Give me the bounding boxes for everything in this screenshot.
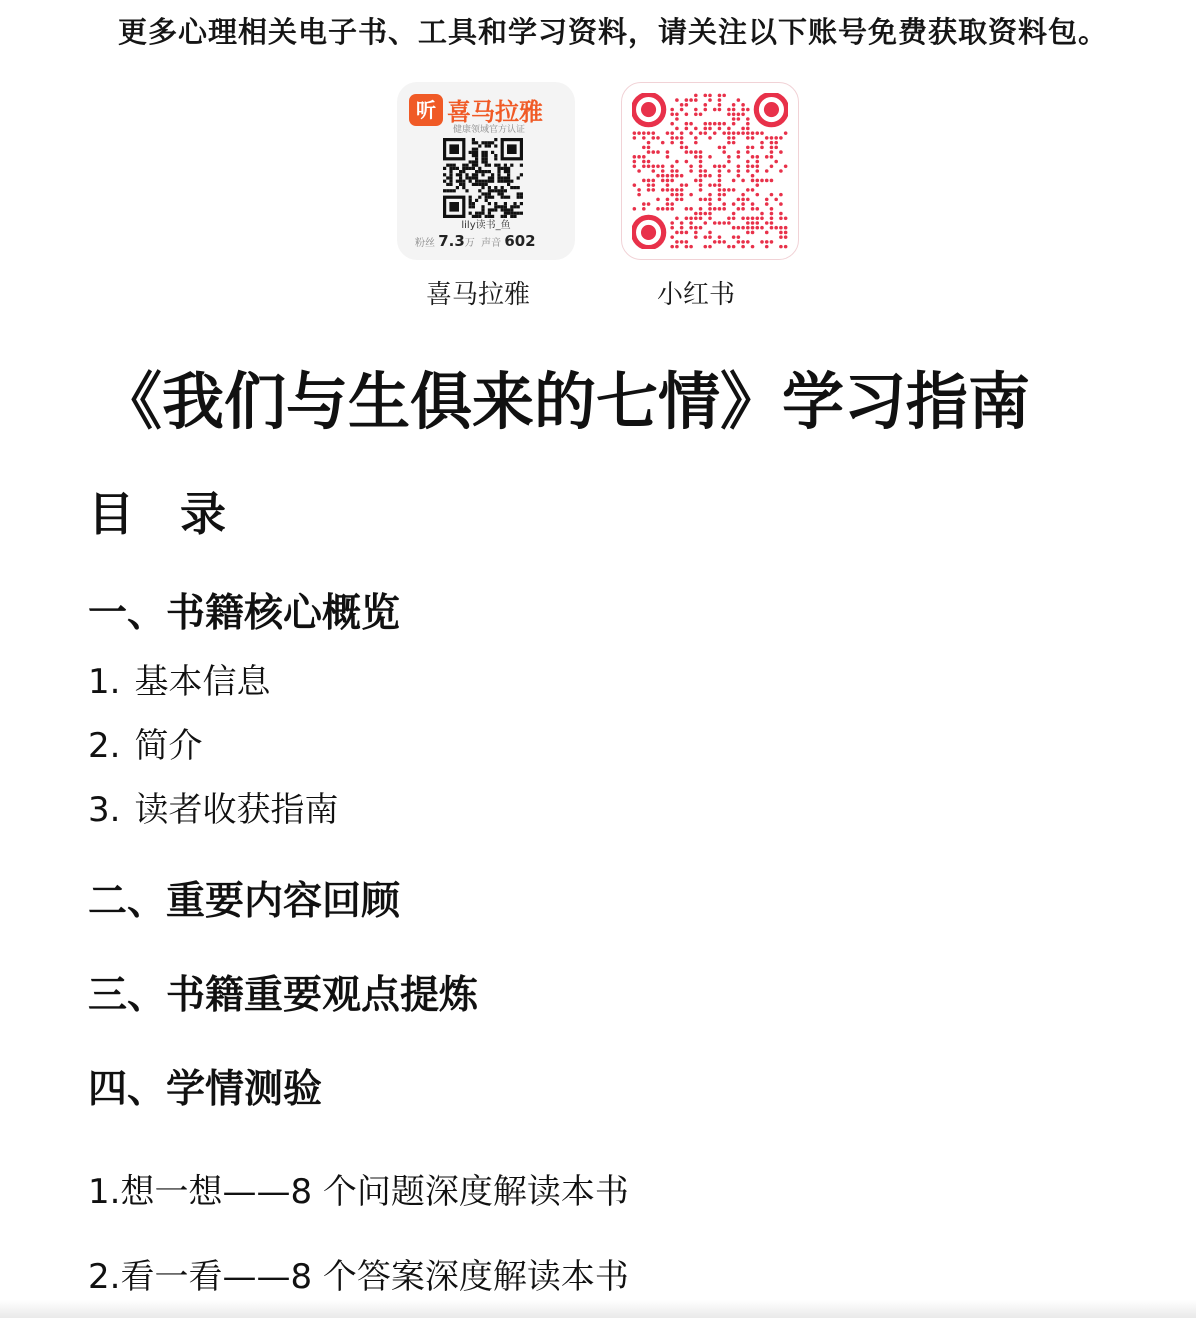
toc-section-3[interactable]: 三、书籍重要观点提炼 <box>88 973 479 1018</box>
toc-item-answers[interactable]: 2.看一看——8 个答案深度解读本书 <box>88 1257 629 1297</box>
ximalaya-qr-code-icon <box>443 138 523 218</box>
ximalaya-brand-name: 喜马拉雅 <box>447 98 543 126</box>
toc-section-4[interactable]: 四、学情测验 <box>88 1067 323 1112</box>
toc-item-questions[interactable]: 1.想一想——8 个问题深度解读本书 <box>88 1172 629 1212</box>
promo-banner-text: 更多心理相关电子书、工具和学习资料，请关注以下账号免费获取资料包。 <box>118 15 1109 49</box>
ximalaya-username: lily读书_鱼 <box>461 220 511 231</box>
toc-item-summary[interactable]: 2. 简介 <box>88 726 203 766</box>
fans-unit: 万 <box>464 238 475 249</box>
xiaohongshu-caption: 小红书 <box>657 280 736 310</box>
xiaohongshu-qr-code-icon <box>632 93 788 249</box>
ximalaya-tagline: 健康领域官方认证 <box>453 125 526 135</box>
ximalaya-stats <box>415 232 536 250</box>
toc-heading: 目录 <box>88 487 272 541</box>
sounds-value: 602 <box>504 232 536 250</box>
document-title: 《我们与生俱来的七情》学习指南 <box>100 365 1031 438</box>
xiaohongshu-qr-card[interactable] <box>621 82 799 260</box>
page-bottom-edge <box>0 1300 1196 1318</box>
fans-label: 粉丝 <box>415 238 435 249</box>
toc-section-2[interactable]: 二、重要内容回顾 <box>88 879 401 924</box>
toc-item-basic-info[interactable]: 1. 基本信息 <box>88 662 271 702</box>
sounds-label: 声音 <box>481 238 502 249</box>
ximalaya-logo-icon: 听 <box>409 94 443 126</box>
ximalaya-qr-card[interactable] <box>397 82 575 260</box>
ximalaya-caption: 喜马拉雅 <box>426 280 531 310</box>
fans-value: 7.3 <box>438 232 465 250</box>
toc-section-1[interactable]: 一、书籍核心概览 <box>88 591 401 636</box>
toc-item-reader-guide[interactable]: 3. 读者收获指南 <box>88 790 339 830</box>
